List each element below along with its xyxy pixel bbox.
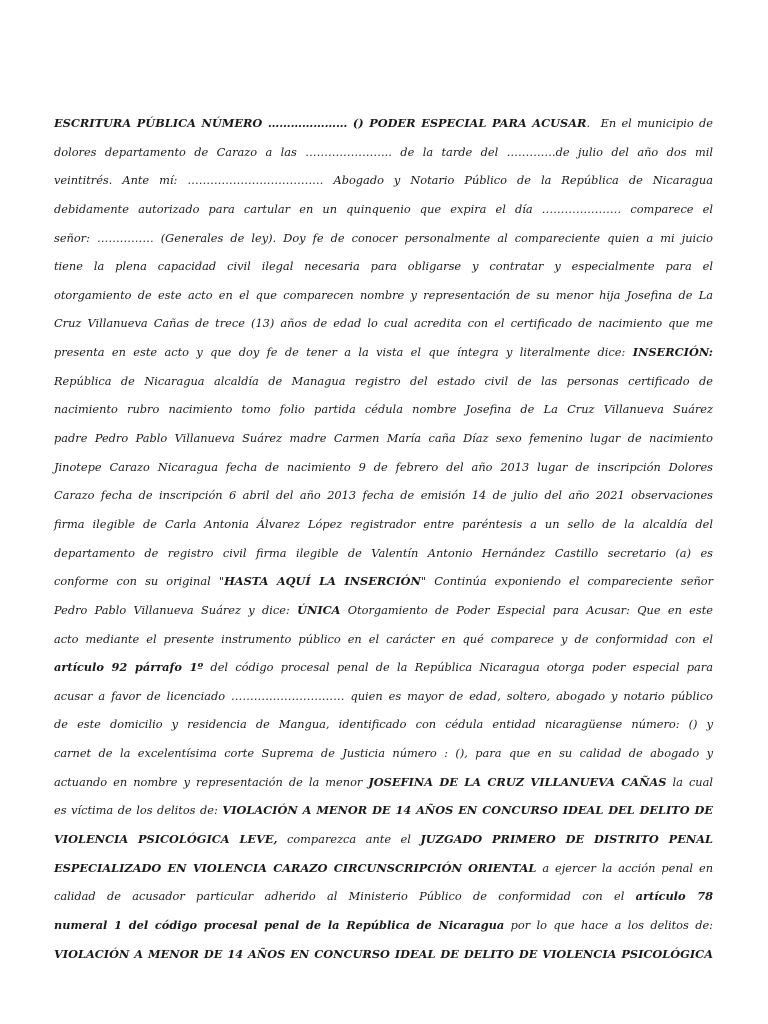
text-line (54, 796, 713, 825)
text-line (54, 825, 713, 854)
text-line (54, 481, 713, 510)
text-segment: Jinotepe Carazo Nicaragua fecha de nacimiento 9 de febrero del año 2013 lugar de inscripción Dolores (54, 459, 713, 474)
text-segment: . En el municipio de (586, 116, 713, 130)
text-segment: conforme con su original " (54, 574, 225, 589)
text-line (54, 395, 713, 424)
text-line (54, 596, 713, 625)
document-page (54, 109, 713, 968)
text-segment: Cruz Villanueva Cañas de trece (13) años de edad lo cual acredita con el certificado de nacimiento que me (54, 316, 713, 331)
text-segment: debidamente autorizado para cartular en un quinquenio que expira el día ………………… comparece el (54, 201, 713, 216)
text-segment: a ejercer la acción penal en (536, 860, 713, 875)
text-segment: dolores departamento de Carazo a las ………………….. de la tarde del ………….de julio del año dos mil (54, 144, 713, 159)
text-line (54, 224, 713, 253)
bold-text-segment: JUZGADO PRIMERO DE DISTRITO PENAL (420, 832, 713, 847)
text-line (54, 453, 713, 482)
text-segment: la cual (666, 774, 714, 789)
text-segment: tiene la plena capacidad civil ilegal necesaria para obligarse y contratar y especialmente para el (54, 259, 713, 274)
text-line (54, 252, 713, 281)
text-line (54, 166, 713, 195)
text-segment: departamento de registro civil firma ilegible de Valentín Antonio Hernández Castillo secretario (a) es (54, 545, 713, 560)
text-line (54, 739, 713, 768)
bold-text-segment: ESPECIALIZADO EN VIOLENCIA CARAZO CIRCUNSCRIPCIÓN ORIENTAL (54, 860, 537, 875)
text-line (54, 940, 713, 969)
text-segment: del código procesal penal de la República Nicaragua otorga poder especial para (203, 660, 713, 675)
text-segment: por lo que hace a los delitos de: (504, 917, 713, 932)
text-line (54, 854, 713, 883)
text-line (54, 195, 713, 224)
text-segment: " Continúa exponiendo el compareciente señor (420, 574, 713, 589)
text-segment: República de Nicaragua alcaldía de Managua registro del estado civil de las personas certificado de (54, 373, 713, 388)
bold-text-segment: artículo 92 párrafo 1º (54, 660, 204, 675)
text-segment: presenta en este acto y que doy fe de tener a la vista el que íntegra y literalmente dice: (54, 345, 633, 360)
text-line (54, 567, 713, 596)
text-segment: nacimiento rubro nacimiento tomo folio partida cédula nombre Josefina de La Cruz Villanueva Suárez (54, 402, 713, 417)
text-segment: calidad de acusador particular adherido al Ministerio Público de conformidad con el (54, 889, 636, 904)
text-segment: es víctima de los delitos de: (54, 803, 223, 818)
text-line (54, 911, 713, 940)
text-segment: carnet de la excelentísima corte Suprema de Justicia número : (), para que en su calidad de abogado y (54, 746, 713, 761)
text-line (54, 338, 713, 367)
bold-text-segment: VIOLACIÓN A MENOR DE 14 AÑOS EN CONCURSO IDEAL DEL DELITO DE (222, 803, 713, 818)
bold-text-segment: ESCRITURA PÚBLICA NÚMERO ………………… () PODER ESPECIAL PARA ACUSAR (54, 116, 587, 130)
bold-text-segment: HASTA AQUÍ LA INSERCIÓN (224, 574, 421, 589)
bold-text-segment: INSERCIÓN: (632, 345, 713, 360)
text-line (54, 653, 713, 682)
text-line (54, 710, 713, 739)
text-line (54, 367, 713, 396)
text-line (54, 309, 713, 338)
text-segment: acto mediante el presente instrumento público en el carácter en qué comparece y de conformidad con el (54, 631, 713, 646)
bold-text-segment: JOSEFINA DE LA CRUZ VILLANUEVA CAÑAS (368, 774, 667, 789)
bold-text-segment: VIOLENCIA PSICOLÓGICA LEVE, (54, 832, 278, 847)
text-segment: acusar a favor de licenciado ………………………… quien es mayor de edad, soltero, abogado y notario público (54, 688, 713, 703)
text-line (54, 424, 713, 453)
bold-text-segment: ÚNICA (297, 602, 341, 617)
bold-text-segment: artículo 78 (635, 889, 713, 904)
text-segment: Carazo fecha de inscripción 6 abril del año 2013 fecha de emisión 14 de julio del año 2021 observaciones (54, 488, 713, 503)
text-line (54, 539, 713, 568)
text-line (54, 768, 713, 797)
text-segment: señor: …………… (Generales de ley). Doy fe de conocer personalmente al compareciente quien a mi juicio (54, 230, 713, 245)
text-line (54, 109, 713, 138)
text-segment: comparezca ante el (277, 832, 421, 847)
text-line (54, 138, 713, 167)
text-segment: firma ilegible de Carla Antonia Álvarez López registrador entre paréntesis a un sello de la alcaldía del (54, 516, 713, 531)
bold-text-segment: numeral 1 del código procesal penal de la República de Nicaragua (54, 917, 505, 932)
text-line (54, 510, 713, 539)
text-segment: actuando en nombre y representación de la menor (54, 774, 369, 789)
text-line (54, 682, 713, 711)
text-segment: de este domicilio y residencia de Mangua, identificado con cédula entidad nicaragüense número: () y (54, 717, 713, 732)
text-line (54, 625, 713, 654)
text-line (54, 882, 713, 911)
text-segment: Otorgamiento de Poder Especial para Acusar: Que en este (340, 602, 713, 617)
text-segment: padre Pedro Pablo Villanueva Suárez madre Carmen María caña Díaz sexo femenino lugar de nacimiento (54, 431, 713, 446)
text-segment: otorgamiento de este acto en el que comparecen nombre y representación de su menor hija Josefina de La (54, 287, 713, 302)
text-segment: veintitrés. Ante mí: ……………………………… Abogado y Notario Público de la República de Nicaragua (54, 173, 713, 188)
text-segment: Pedro Pablo Villanueva Suárez y dice: (54, 602, 298, 617)
bold-text-segment: VIOLACIÓN A MENOR DE 14 AÑOS EN CONCURSO IDEAL DE DELITO DE VIOLENCIA PSICOLÓGICA (54, 946, 713, 961)
text-line (54, 281, 713, 310)
